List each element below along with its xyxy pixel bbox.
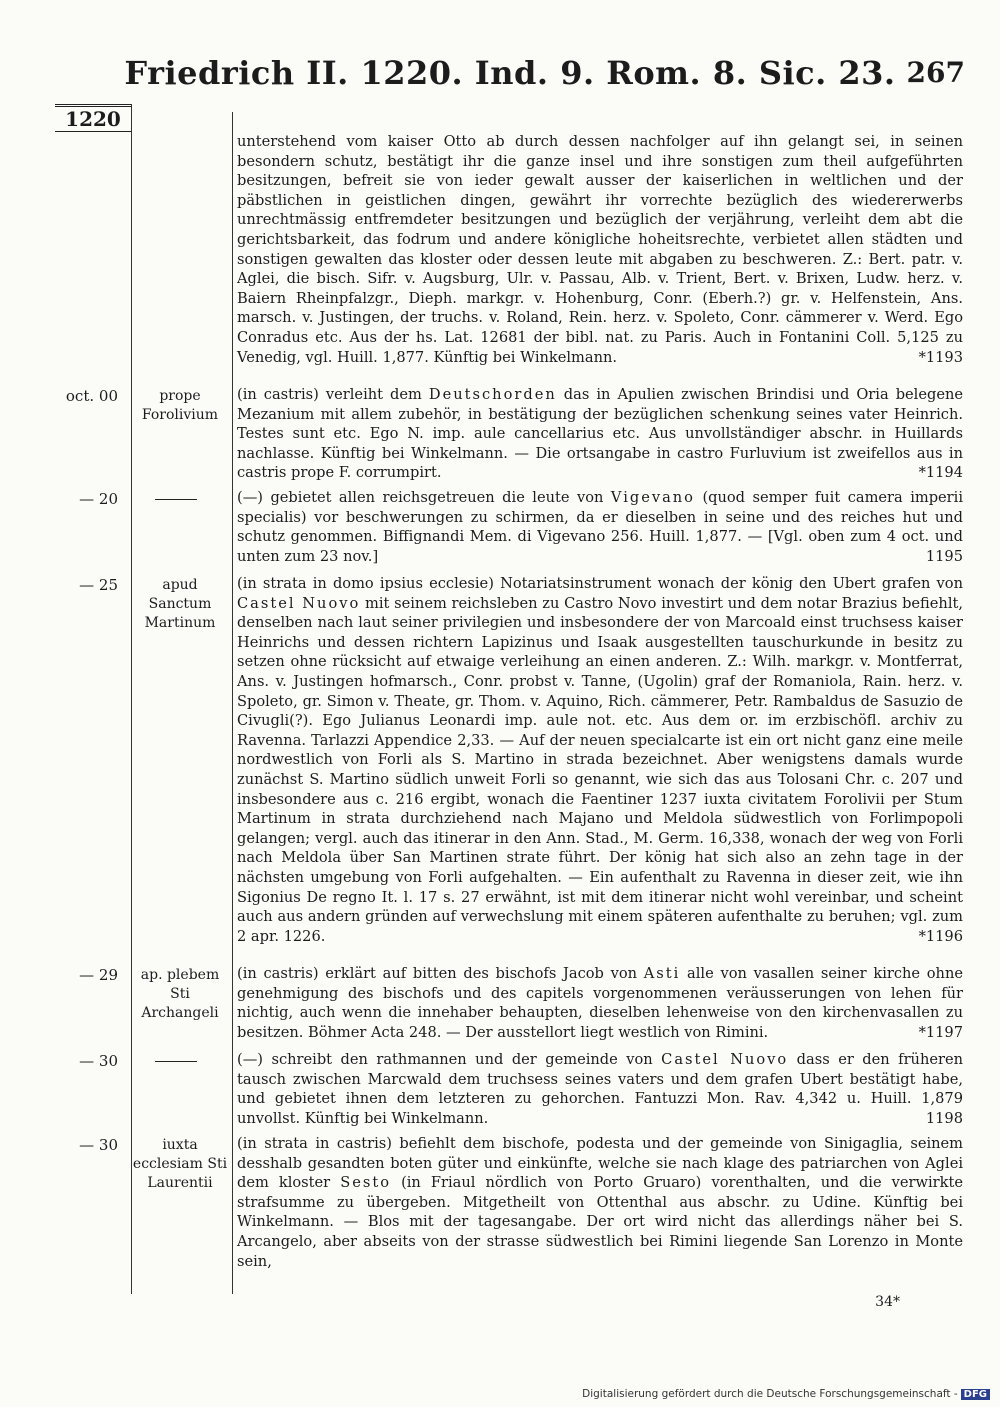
entry-text	[237, 1134, 963, 1271]
regest-number: *1196	[918, 927, 963, 945]
entry-date: — 29	[79, 966, 118, 984]
digitization-footer	[582, 1388, 990, 1400]
regest-number: *1197	[918, 1023, 963, 1041]
entry-recipient: Castel Nuovo	[661, 1051, 789, 1068]
entry-body: (in strata in castris) befiehlt dem bischofe, podesta und der gemeinde von Sinigaglia, seinem desshalb gesandten boten güter und einkünfte, welche sie nach klage des patriarchen von Aglei dem kloster	[237, 1135, 963, 1192]
regest-number: 1195	[925, 547, 963, 565]
entry-body: (in strata in domo ipsius ecclesie) Notariatsinstrument wonach der könig den Ubert grafen von	[237, 575, 963, 592]
entry-body: (in Friaul nördlich von Porto Gruaro) vorenthalten, und die verwirkte strafsumme zu übergeben. Mitgetheilt von Ottenthal aus abschr. zu Udine. Künftig bei Winkelmann. — Blos mit der tagesangabe. Der ort wird nicht das allerdings näher bei S. Arcangelo, aber abseits von der strasse südwestlich bei Rimini liegende San Lorenzo in Monte sein,	[237, 1174, 963, 1270]
signature-mark: 34*	[875, 1294, 900, 1310]
entry-text	[237, 964, 963, 1042]
regest-number: *1194	[918, 464, 963, 482]
regest-number: 1198	[925, 1109, 963, 1127]
entry-recipient: Deutschorden	[428, 386, 557, 403]
entry-place: prope Forolivium	[141, 388, 219, 423]
entry-text	[237, 488, 963, 566]
entry-body: unterstehend vom kaiser Otto ab durch dessen nachfolger auf ihn gelangt sei, in seinen besondern schutz, bestätigt ihr die ganze insel und ihre sonstigen zum theil aufgeführten besitzungen, befreit sie von ieder gewalt ausser der kaiserlichen in weltlichen und der päbstlichen in geistlichen dingen, gewährt ihr vorrechte bezüglich des wiedererwerbs unrechtmässig entfremdeter besitzungen und bezüglich der verjährung, verleiht dem abt die gerichtsbarkeit, das fodrum und andere königliche hoheitsrechte, verbietet allen städten und sonstigen gewalten das kloster oder dessen leute mit abgaben zu beschweren. Z.: Bert. patr. v. Aglei, die bisch. Sifr. v. Augsburg, Ulr. v. Passau, Alb. v. Trient, Bert. v. Brixen, Ludw. herz. v. Baiern Rheinpfalzgr., Dieph. markgr. v. Hohenburg, Conr. (Eberh.?) gr. v. Helfenstein, Ans. marsch. v. Justingen, der truchs. v. Roland, Rein. herz. v. Spoleto, Conr. cämmerer v. Werd. Ego Conradus etc. Aus der hs. Lat. 12681 der bibl. nat. zu Paris. Auch in Fontanini Coll. 5,125 zu Venedig, vgl. Huill. 1,877. Künftig bei Winkelmann.	[237, 133, 963, 366]
rule-date-column	[131, 104, 132, 1294]
entry-date: oct. 00	[65, 387, 118, 405]
entry-recipient: Castel Nuovo	[237, 594, 361, 612]
year-label: 1220	[55, 104, 131, 132]
entry-text	[237, 1050, 963, 1128]
entry-body: (in castris) verleiht dem	[237, 386, 429, 403]
entry-recipient: Sesto	[340, 1174, 391, 1192]
entry-body: das in Apulien zwischen Brindisi und Oria belegene Mezanium mit allem zubehör, in bestätigung der bezüglichen schenkung seines vater Heinrich. Testes sunt etc. Ego N. imp. aule cancellarius etc. Aus unvollständiger abschr. in Huillards nachlasse. Künftig bei Winkelmann. — Die ortsangabe in castro Furluvium ist zweifellos aus in castris prope F. corrumpirt.	[237, 386, 963, 482]
entry-date: — 20	[79, 490, 118, 508]
entry-body: (—) gebietet allen reichsgetreuen die leute von	[237, 489, 611, 506]
entry-place: apud Sanctum Martinum	[144, 577, 216, 631]
entry-body: alle von vasallen seiner kirche ohne genehmigung des bischofs und des capitels vorgenommenen veräusserungen von lehen für nichtig, auch wenn die innehaber behaupten, dieselben lehenweise von den kirchenvasallen zu besitzen. Böhmer Acta 248. — Der ausstellort liegt westlich von Rimini.	[237, 965, 963, 1041]
entry-recipient: Asti	[643, 965, 681, 982]
footer-text: Digitalisierung gefördert durch die Deutsche Forschungsgemeinschaft -	[582, 1388, 958, 1400]
entry-text	[237, 132, 963, 367]
page-header	[55, 52, 965, 98]
entry-text	[237, 385, 963, 483]
entry-body: (quod semper fuit camera imperii specialis) vor beschwerungen zu schirmen, da er dieselben in seine und des reiches hut und schutz genommen. Biffignandi Mem. di Vigevano 256. Huill. 1,877. — [Vgl. oben zum 4 oct. und unten zum 23 nov.]	[237, 489, 963, 565]
entry-body: (in castris) erklärt auf bitten des bischofs Jacob von	[237, 965, 644, 982]
regest-number: *1193	[918, 348, 963, 366]
entry-text	[237, 574, 963, 946]
entry-recipient: Vigevano	[610, 489, 695, 506]
entry-body: mit seinem reichsleben zu Castro Novo investirt und dem notar Brazius befiehlt, denselben nach laut seiner privilegien und insbesondere der von Marcoald einst truchsess kaiser Heinrichs und dessen richtern Lapizinus und Isaak ausgestellten tauschurkunde in besitz zu setzen ohne rücksicht auf etwaige verleihung an einen anderen. Z.: Wilh. markgr. v. Montferrat, Ans. v. Justingen hofmarsch., Conr. probst v. Tanne, (Ugolin) graf der Romaniola, Rain. herz. v. Spoleto, gr. Simon v. Theate, gr. Thom. v. Aquino, Rich. cämmerer, Petr. Rambaldus de Sasuzio de Civugli(?). Ego Julianus Leonardi imp. aule not. etc. Aus dem or. im erzbischöfl. archiv zu Ravenna. Tarlazzi Appendice 2,33. — Auf der neuen specialcarte ist ein ort nicht ganz eine meile nordwestlich von Forli als S. Martino in strada bezeichnet. Aber wenigstens damals wurde zunächst S. Martino südlich unweit Forli so genannt, wie sich das aus Tolosani Chr. c. 207 und insbesondere aus c. 216 ergibt, wonach die Faentiner 1237 iuxta civitatem Forolivii per Stum Martinum in strata durchziehend nach Majano und Meldola südwestlich von Forlimpopoli gelangen; vergl. auch das itinerar in den Ann. Stad., M. Germ. 16,338, wonach der weg von Forli nach Meldola über San Martinen strate führt. Der könig hat sich also an zehn tage in der nächsten umgebung von Forli aufgehalten. — Ein aufenthalt zu Ravenna in dieser zeit, wie ihn Sigonius De regno It. l. 17 s. 27 erwähnt, ist mit dem itinerar nicht wohl vereinbar, und scheint auch aus andern gründen auf verwechslung mit einem späteren aufenthalte zu beruhen; vgl. zum 2 apr. 1226.	[237, 594, 963, 945]
dfg-logo: DFG	[961, 1389, 990, 1400]
entry-place: iuxta ecclesiam Sti Laurentii	[132, 1137, 228, 1191]
entry-date: — 25	[79, 576, 118, 594]
entry-place-dash	[155, 1061, 197, 1062]
entry-date: — 30	[79, 1052, 118, 1070]
rule-place-column	[232, 112, 233, 1294]
page-number: 267	[906, 56, 965, 89]
entry-body: dass er den früheren tausch zwischen Marcwald dem truchsess seines vaters und dem grafen Ubert bestätigt habe, und gebietet ihnen dem letzteren zu gehorchen. Fantuzzi Mon. Rav. 4,342 u. Huill. 1,879 unvollst. Künftig bei Winkelmann.	[237, 1051, 963, 1127]
running-title: Friedrich II. 1220. Ind. 9. Rom. 8. Sic. 23.	[124, 54, 896, 92]
entry-place-dash	[155, 499, 197, 500]
entry-body: (—) schreibt den rathmannen und der gemeinde von	[237, 1051, 662, 1068]
entry-place: ap. plebem Sti Archangeli	[140, 967, 220, 1021]
entry-date: — 30	[79, 1136, 118, 1154]
